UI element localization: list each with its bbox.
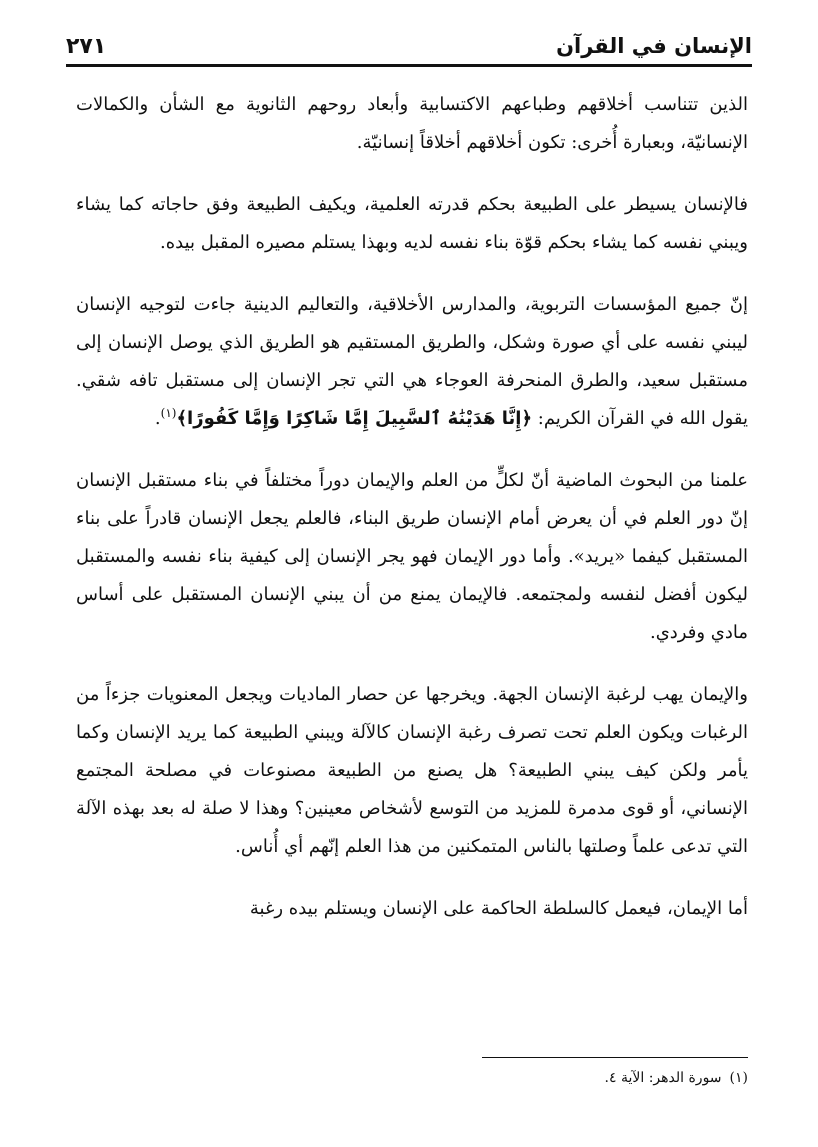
footnote-number: (١)	[729, 1070, 748, 1086]
paragraph-2: فالإنسان يسيطر على الطبيعة بحكم قدرته العلمية، ويكيف الطبيعة وفق حاجاته كما يشاء ويبني نفسه كما يشاء بحكم قوّة بناء نفسه لديه وبهذا يستلم مصيره المقبل بيده.	[76, 194, 748, 253]
paragraph-6: أما الإيمان، فيعمل كالسلطة الحاكمة على الإنسان ويستلم بيده رغبة	[249, 898, 748, 919]
footnote-text: سورة الدهر: الآية ٤.	[604, 1070, 722, 1086]
quran-verse: ﴿إِنَّا هَدَيْنَٰهُ ٱلسَّبِيلَ إِمَّا شَاكِرًا وَإِمَّا كَفُورًا﴾	[176, 408, 533, 429]
footnote-reference: (١)	[160, 406, 177, 420]
page-header	[66, 28, 752, 67]
paragraph-3-text: إنّ جميع المؤسسات التربوية، والمدارس الأخلاقية، والتعاليم الدينية جاءت لتوجيه الإنسان ليبني نفسه على أي صورة وشكل، والطريق المستقيم هو الطريق الذي يوصل الإنسان إلى مستقبل سعيد، والطرق المنحرفة العوجاء هي التي تجر الإنسان إلى مستقبل تافه شقي. يقول الله في القرآن الكريم:	[76, 294, 748, 429]
paragraph-1: الذين تتناسب أخلاقهم وطباعهم الاكتسابية وأبعاد روحهم الثانوية مع الشأن والكمالات الإنسانيّة، وبعبارة أُخرى: تكون أخلاقهم أخلاقاً إنسانيّة.	[76, 94, 748, 153]
paragraph-3-end: .	[154, 408, 161, 429]
page-number: ٢٧١	[66, 33, 107, 59]
running-title: الإنسان في القرآن	[556, 34, 752, 58]
paragraph-3	[76, 286, 748, 438]
paragraph-4: علمنا من البحوث الماضية أنّ لكلٍّ من العلم والإيمان دوراً مختلفاً في بناء مستقبل الإنسان إنّ دور العلم في أن يعرض أمام الإنسان طريق البناء، فالعلم يجعل الإنسان قادراً على بناء المستقبل كيفما «يريد». وأما دور الإيمان فهو يجر الإنسان إلى كيفية بناء نفسه والمستقبل ليكون أفضل لنفسه ولمجتمعه. فالإيمان يمنع من أن يبني الإنسان المستقبل على أساس مادي وفردي.	[76, 470, 748, 643]
paragraph-5: والإيمان يهب لرغبة الإنسان الجهة. ويخرجها عن حصار الماديات ويجعل المعنويات جزءاً من الرغبات ويكون العلم تحت تصرف رغبة الإنسان كالآلة ويبني الطبيعة كما يريد الإنسان وكما يأمر ولكن كيف يبني الطبيعة؟ هل يصنع من الطبيعة مصنوعات في مصلحة المجتمع الإنساني، أو قوى مدمرة للمزيد من التوسع لأشخاص معينين؟ وهذا لا صلة له بعد بهذه الآلة التي تدعى علماً وصلتها بالناس المتمكنين من هذا العلم إنّهم أي أُناس.	[76, 684, 748, 857]
footnote-divider	[482, 1057, 748, 1058]
footnote	[328, 1067, 748, 1089]
body-text	[76, 86, 748, 952]
